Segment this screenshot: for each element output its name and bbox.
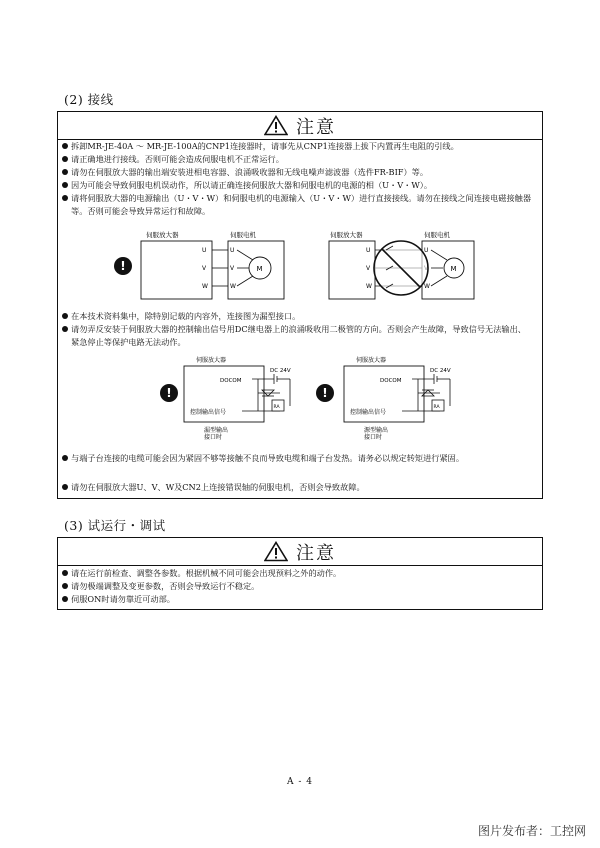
svg-text:DC 24V: DC 24V [270,368,291,374]
caution-box-wiring [57,111,543,499]
prohibition-mark-icon: ! [114,257,132,275]
watermark: 图片发布者：工控网 [477,824,586,838]
bullet-dot-icon [62,596,68,602]
wiring-diagram-prohibited [326,230,476,302]
bullet-item: 请勿在伺服放大器U、V、W及CN2上连接错误轴的伺服电机，否则会导致故障。 [62,481,534,494]
bullet-dot-icon [62,484,68,490]
caution-box-test-run [57,537,543,610]
svg-text:伺服电机: 伺服电机 [424,231,450,239]
svg-text:W: W [230,283,236,290]
prohibition-mark-icon: ! [160,384,178,402]
svg-text:M: M [256,265,263,273]
caution-title: 注意 [296,116,336,138]
svg-text:M: M [450,265,457,273]
svg-text:DOCOM: DOCOM [380,378,402,384]
wiring-diagram-correct [138,230,288,302]
svg-text:伺服放大器: 伺服放大器 [330,231,363,239]
bullet-item: 请勿极端调整及变更参数，否则会导致运行不稳定。 [62,580,534,593]
bullet-item: 在本技术资料集中，除特别记载的内容外，连接图为漏型接口。 [62,310,534,323]
bullet-dot-icon [62,156,68,162]
svg-text:W: W [202,283,208,290]
svg-text:伺服电机: 伺服电机 [230,231,256,239]
bullet-dot-icon [62,570,68,576]
bullet-dot-icon [62,326,68,332]
bullet-item: 因为可能会导致伺服电机误动作，所以请正确连接伺服放大器和伺服电机的电源的相（U・V・W）。 [62,179,534,192]
bullet-item: 请正确地进行接线。否则可能会造成伺服电机不正常运行。 [62,153,534,166]
bullet-item: 伺服ON时请勿靠近可动部。 [62,593,534,606]
caution-header [58,112,542,140]
svg-text:DC 24V: DC 24V [430,368,451,374]
bullet-dot-icon [62,195,68,201]
svg-text:DOCOM: DOCOM [220,378,242,384]
caution-title: 注意 [296,542,336,564]
relay-diagram-source [342,356,462,442]
bullet-dot-icon [62,182,68,188]
section-3-title: (3) 试运行・调试 [64,518,166,533]
svg-text:RA: RA [273,405,280,410]
prohibition-mark-icon: ! [316,384,334,402]
relay-diagram-sink [182,356,302,442]
svg-text:控制输出信号: 控制输出信号 [350,409,387,416]
bullet-item: 请将伺服放大器的电源输出（U・V・W）和伺服电机的电源输入（U・V・W）进行直接接线。请勿在接线之间连接电磁接触器等。否则可能会导致异常运行和故障。 [62,192,534,218]
svg-text:V: V [230,265,235,272]
bullet-dot-icon [62,143,68,149]
bullet-item: 请在运行前检查、调整各参数。根据机械不同可能会出现预料之外的动作。 [62,567,534,580]
svg-text:源型输出接口时: 源型输出接口时 [364,427,389,441]
svg-text:伺服放大器: 伺服放大器 [356,357,387,364]
page-number: A - 4 [287,777,313,787]
bullet-dot-icon [62,313,68,319]
svg-text:RA: RA [433,405,440,410]
svg-text:控制输出信号: 控制输出信号 [190,409,227,416]
svg-text:V: V [202,265,207,272]
section-2-title: (2) 接线 [64,92,114,107]
bullet-dot-icon [62,455,68,461]
bullet-item: 请勿在伺服放大器的输出端安装进相电容器、浪涌吸收器和无线电噪声滤波器（选件FR-BIF）等。 [62,166,534,179]
svg-text:U: U [366,247,371,254]
bullet-item: 与端子台连接的电缆可能会因为紧固不够等接触不良而导致电缆和端子台发热。请务必以规定转矩进行紧固。 [62,452,534,465]
svg-text:伺服放大器: 伺服放大器 [146,231,179,239]
svg-text:W: W [424,283,430,290]
svg-text:U: U [424,247,429,254]
svg-text:漏型输出接口时: 漏型输出接口时 [204,427,229,441]
svg-text:伺服放大器: 伺服放大器 [196,357,227,364]
warning-triangle-icon [264,541,288,562]
svg-text:U: U [230,247,235,254]
bullet-dot-icon [62,583,68,589]
svg-text:V: V [366,265,371,272]
bullet-item: 拆卸MR-JE-40A ～ MR-JE-100A的CNP1连接器时，请事先从CNP1连接器上拔下内置再生电阻的引线。 [62,140,534,153]
svg-text:U: U [202,247,207,254]
caution-header [58,538,542,566]
bullet-item: 请勿弄反安装于伺服放大器的控制输出信号用DC继电器上的浪涌吸收用二极管的方向。否则会产生故障，导致信号无法输出、紧急停止等保护电路无法动作。 [62,323,534,349]
warning-triangle-icon [264,115,288,136]
svg-text:W: W [366,283,372,290]
bullet-dot-icon [62,169,68,175]
